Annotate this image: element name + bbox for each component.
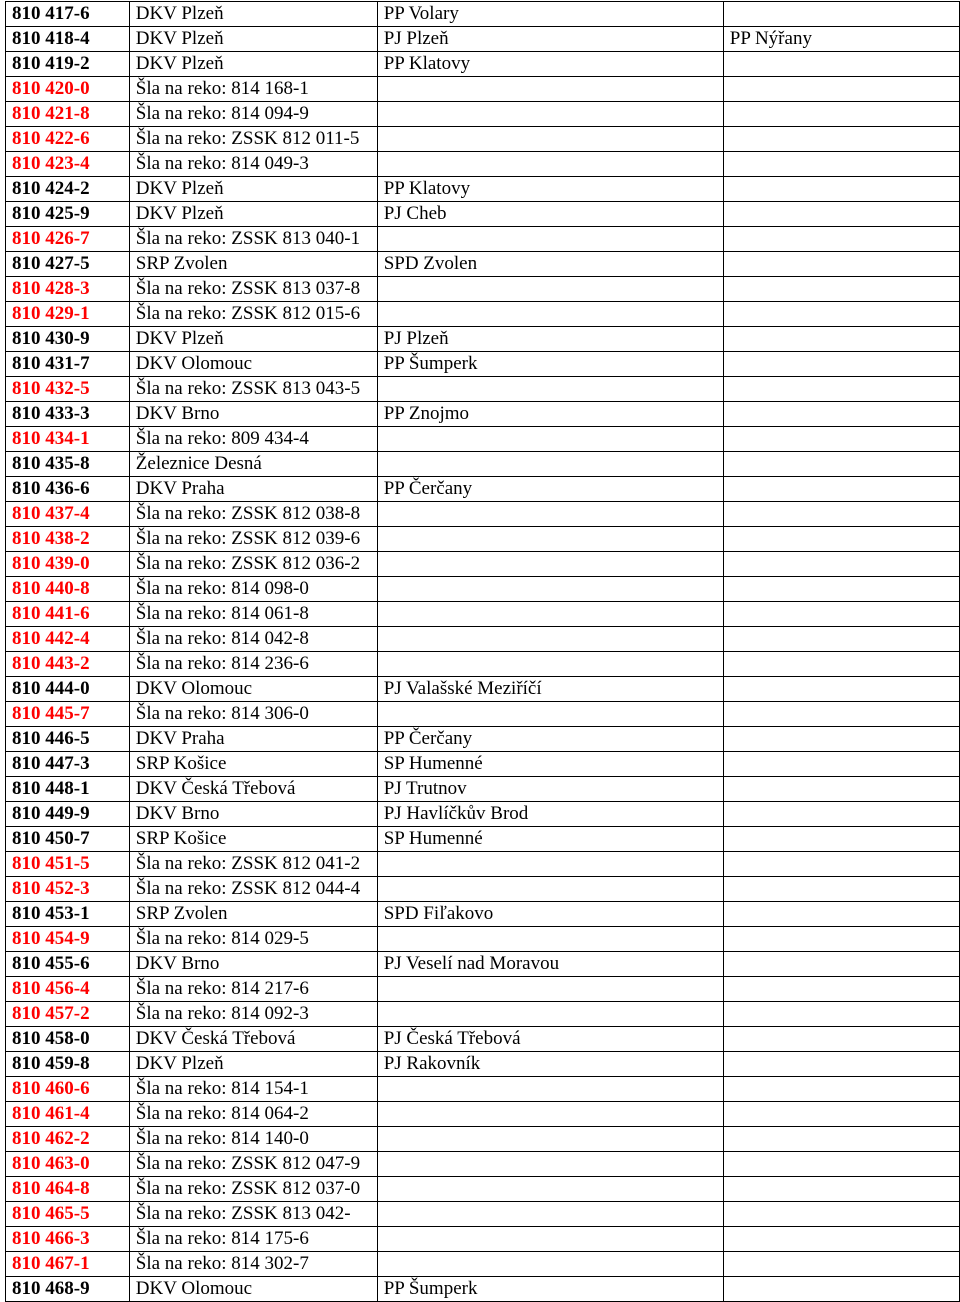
vehicle-number-cell: 810 435-8	[6, 452, 130, 477]
extra-unit-cell	[723, 1002, 959, 1027]
table-row	[6, 102, 960, 127]
extra-unit-cell: PP Nýřany	[723, 27, 959, 52]
unit-cell	[377, 502, 723, 527]
table-row	[6, 327, 960, 352]
extra-unit-cell	[723, 177, 959, 202]
extra-unit-cell	[723, 252, 959, 277]
extra-unit-cell	[723, 1177, 959, 1202]
extra-unit-cell	[723, 727, 959, 752]
vehicle-number-cell: 810 458-0	[6, 1027, 130, 1052]
unit-cell	[377, 1252, 723, 1277]
depot-cell: Šla na reko: 809 434-4	[129, 427, 377, 452]
extra-unit-cell	[723, 1077, 959, 1102]
extra-unit-cell	[723, 752, 959, 777]
vehicle-table-body	[6, 2, 960, 1302]
vehicle-number-cell: 810 436-6	[6, 477, 130, 502]
vehicle-number-cell: 810 448-1	[6, 777, 130, 802]
table-row	[6, 752, 960, 777]
vehicle-number-cell: 810 438-2	[6, 527, 130, 552]
unit-cell: PP Volary	[377, 2, 723, 27]
unit-cell	[377, 302, 723, 327]
unit-cell	[377, 277, 723, 302]
depot-cell: Šla na reko: ZSSK 812 015-6	[129, 302, 377, 327]
extra-unit-cell	[723, 577, 959, 602]
vehicle-number-cell: 810 444-0	[6, 677, 130, 702]
vehicle-table	[5, 1, 960, 1302]
depot-cell: Šla na reko: 814 302-7	[129, 1252, 377, 1277]
depot-cell: DKV Česká Třebová	[129, 777, 377, 802]
unit-cell	[377, 1177, 723, 1202]
vehicle-number-cell: 810 439-0	[6, 552, 130, 577]
unit-cell	[377, 102, 723, 127]
vehicle-number-cell: 810 434-1	[6, 427, 130, 452]
extra-unit-cell	[723, 952, 959, 977]
table-row	[6, 1202, 960, 1227]
extra-unit-cell	[723, 277, 959, 302]
vehicle-number-cell: 810 443-2	[6, 652, 130, 677]
depot-cell: DKV Praha	[129, 477, 377, 502]
extra-unit-cell	[723, 377, 959, 402]
depot-cell: Šla na reko: 814 154-1	[129, 1077, 377, 1102]
unit-cell	[377, 77, 723, 102]
vehicle-number-cell: 810 425-9	[6, 202, 130, 227]
extra-unit-cell	[723, 1227, 959, 1252]
vehicle-number-cell: 810 467-1	[6, 1252, 130, 1277]
depot-cell: Šla na reko: 814 175-6	[129, 1227, 377, 1252]
table-row	[6, 877, 960, 902]
extra-unit-cell	[723, 827, 959, 852]
extra-unit-cell	[723, 552, 959, 577]
table-row	[6, 1277, 960, 1302]
depot-cell: DKV Praha	[129, 727, 377, 752]
table-row	[6, 402, 960, 427]
depot-cell: Železnice Desná	[129, 452, 377, 477]
depot-cell: Šla na reko: 814 042-8	[129, 627, 377, 652]
unit-cell	[377, 877, 723, 902]
extra-unit-cell	[723, 52, 959, 77]
unit-cell: PP Klatovy	[377, 177, 723, 202]
extra-unit-cell	[723, 1152, 959, 1177]
vehicle-number-cell: 810 426-7	[6, 227, 130, 252]
extra-unit-cell	[723, 77, 959, 102]
depot-cell: Šla na reko: 814 236-6	[129, 652, 377, 677]
unit-cell	[377, 427, 723, 452]
vehicle-number-cell: 810 446-5	[6, 727, 130, 752]
unit-cell	[377, 1077, 723, 1102]
unit-cell	[377, 577, 723, 602]
depot-cell: DKV Olomouc	[129, 1277, 377, 1302]
depot-cell: Šla na reko: ZSSK 813 040-1	[129, 227, 377, 252]
unit-cell: SP Humenné	[377, 827, 723, 852]
extra-unit-cell	[723, 302, 959, 327]
table-row	[6, 927, 960, 952]
depot-cell: DKV Plzeň	[129, 202, 377, 227]
vehicle-number-cell: 810 455-6	[6, 952, 130, 977]
vehicle-number-cell: 810 447-3	[6, 752, 130, 777]
unit-cell	[377, 977, 723, 1002]
unit-cell	[377, 227, 723, 252]
table-row	[6, 527, 960, 552]
unit-cell	[377, 552, 723, 577]
table-row	[6, 177, 960, 202]
unit-cell: PJ Cheb	[377, 202, 723, 227]
table-row	[6, 1227, 960, 1252]
unit-cell: SPD Fiľakovo	[377, 902, 723, 927]
table-row	[6, 902, 960, 927]
table-row	[6, 252, 960, 277]
depot-cell: Šla na reko: ZSSK 812 037-0	[129, 1177, 377, 1202]
table-row	[6, 977, 960, 1002]
table-row	[6, 652, 960, 677]
unit-cell: PJ Valašské Meziříčí	[377, 677, 723, 702]
vehicle-number-cell: 810 464-8	[6, 1177, 130, 1202]
vehicle-number-cell: 810 427-5	[6, 252, 130, 277]
vehicle-number-cell: 810 417-6	[6, 2, 130, 27]
extra-unit-cell	[723, 477, 959, 502]
depot-cell: Šla na reko: 814 061-8	[129, 602, 377, 627]
table-row	[6, 352, 960, 377]
vehicle-number-cell: 810 468-9	[6, 1277, 130, 1302]
unit-cell	[377, 377, 723, 402]
extra-unit-cell	[723, 1127, 959, 1152]
unit-cell	[377, 1102, 723, 1127]
unit-cell: PJ Veselí nad Moravou	[377, 952, 723, 977]
depot-cell: Šla na reko: 814 029-5	[129, 927, 377, 952]
table-row	[6, 1177, 960, 1202]
extra-unit-cell	[723, 802, 959, 827]
vehicle-number-cell: 810 421-8	[6, 102, 130, 127]
extra-unit-cell	[723, 1102, 959, 1127]
vehicle-number-cell: 810 431-7	[6, 352, 130, 377]
extra-unit-cell	[723, 652, 959, 677]
unit-cell	[377, 527, 723, 552]
table-row	[6, 502, 960, 527]
table-row	[6, 477, 960, 502]
unit-cell	[377, 127, 723, 152]
vehicle-number-cell: 810 442-4	[6, 627, 130, 652]
unit-cell: PP Čerčany	[377, 727, 723, 752]
vehicle-number-cell: 810 454-9	[6, 927, 130, 952]
table-row	[6, 2, 960, 27]
table-row	[6, 727, 960, 752]
unit-cell: PP Čerčany	[377, 477, 723, 502]
depot-cell: DKV Plzeň	[129, 1052, 377, 1077]
table-row	[6, 852, 960, 877]
extra-unit-cell	[723, 927, 959, 952]
table-row	[6, 127, 960, 152]
table-row	[6, 52, 960, 77]
unit-cell	[377, 1227, 723, 1252]
extra-unit-cell	[723, 352, 959, 377]
extra-unit-cell	[723, 152, 959, 177]
depot-cell: Šla na reko: 814 092-3	[129, 1002, 377, 1027]
extra-unit-cell	[723, 902, 959, 927]
vehicle-number-cell: 810 430-9	[6, 327, 130, 352]
vehicle-number-cell: 810 450-7	[6, 827, 130, 852]
depot-cell: DKV Brno	[129, 952, 377, 977]
vehicle-number-cell: 810 429-1	[6, 302, 130, 327]
depot-cell: Šla na reko: 814 098-0	[129, 577, 377, 602]
unit-cell	[377, 852, 723, 877]
vehicle-number-cell: 810 432-5	[6, 377, 130, 402]
vehicle-number-cell: 810 423-4	[6, 152, 130, 177]
extra-unit-cell	[723, 852, 959, 877]
extra-unit-cell	[723, 427, 959, 452]
depot-cell: Šla na reko: ZSSK 812 039-6	[129, 527, 377, 552]
vehicle-number-cell: 810 445-7	[6, 702, 130, 727]
table-row	[6, 952, 960, 977]
extra-unit-cell	[723, 877, 959, 902]
unit-cell	[377, 1202, 723, 1227]
extra-unit-cell	[723, 327, 959, 352]
unit-cell	[377, 452, 723, 477]
depot-cell: DKV Olomouc	[129, 677, 377, 702]
table-row	[6, 627, 960, 652]
depot-cell: SRP Zvolen	[129, 902, 377, 927]
table-row	[6, 152, 960, 177]
depot-cell: Šla na reko: 814 064-2	[129, 1102, 377, 1127]
depot-cell: Šla na reko: ZSSK 812 038-8	[129, 502, 377, 527]
vehicle-number-cell: 810 453-1	[6, 902, 130, 927]
depot-cell: DKV Plzeň	[129, 327, 377, 352]
extra-unit-cell	[723, 1252, 959, 1277]
depot-cell: Šla na reko: ZSSK 813 037-8	[129, 277, 377, 302]
extra-unit-cell	[723, 677, 959, 702]
table-row	[6, 802, 960, 827]
table-row	[6, 27, 960, 52]
depot-cell: Šla na reko: 814 049-3	[129, 152, 377, 177]
depot-cell: Šla na reko: ZSSK 812 041-2	[129, 852, 377, 877]
depot-cell: SRP Zvolen	[129, 252, 377, 277]
table-row	[6, 577, 960, 602]
extra-unit-cell	[723, 977, 959, 1002]
vehicle-number-cell: 810 420-0	[6, 77, 130, 102]
extra-unit-cell	[723, 1027, 959, 1052]
vehicle-number-cell: 810 456-4	[6, 977, 130, 1002]
depot-cell: DKV Brno	[129, 402, 377, 427]
table-row	[6, 1152, 960, 1177]
vehicle-number-cell: 810 422-6	[6, 127, 130, 152]
vehicle-number-cell: 810 457-2	[6, 1002, 130, 1027]
depot-cell: DKV Plzeň	[129, 2, 377, 27]
vehicle-number-cell: 810 460-6	[6, 1077, 130, 1102]
vehicle-number-cell: 810 461-4	[6, 1102, 130, 1127]
vehicle-number-cell: 810 441-6	[6, 602, 130, 627]
depot-cell: Šla na reko: 814 140-0	[129, 1127, 377, 1152]
depot-cell: SRP Košice	[129, 827, 377, 852]
unit-cell: PP Šumperk	[377, 352, 723, 377]
table-row	[6, 827, 960, 852]
vehicle-number-cell: 810 466-3	[6, 1227, 130, 1252]
extra-unit-cell	[723, 402, 959, 427]
depot-cell: DKV Brno	[129, 802, 377, 827]
extra-unit-cell	[723, 702, 959, 727]
table-row	[6, 202, 960, 227]
extra-unit-cell	[723, 627, 959, 652]
vehicle-number-cell: 810 465-5	[6, 1202, 130, 1227]
vehicle-number-cell: 810 440-8	[6, 577, 130, 602]
unit-cell: PJ Trutnov	[377, 777, 723, 802]
depot-cell: Šla na reko: ZSSK 812 044-4	[129, 877, 377, 902]
vehicle-number-cell: 810 459-8	[6, 1052, 130, 1077]
depot-cell: DKV Plzeň	[129, 177, 377, 202]
table-row	[6, 1002, 960, 1027]
depot-cell: DKV Plzeň	[129, 52, 377, 77]
table-row	[6, 602, 960, 627]
depot-cell: Šla na reko: ZSSK 813 043-5	[129, 377, 377, 402]
unit-cell: SPD Zvolen	[377, 252, 723, 277]
vehicle-number-cell: 810 437-4	[6, 502, 130, 527]
depot-cell: Šla na reko: 814 168-1	[129, 77, 377, 102]
unit-cell	[377, 927, 723, 952]
unit-cell: PJ Rakovník	[377, 1052, 723, 1077]
depot-cell: Šla na reko: 814 217-6	[129, 977, 377, 1002]
extra-unit-cell	[723, 127, 959, 152]
table-row	[6, 1252, 960, 1277]
table-row	[6, 1077, 960, 1102]
extra-unit-cell	[723, 1277, 959, 1302]
unit-cell: PJ Plzeň	[377, 327, 723, 352]
unit-cell	[377, 1127, 723, 1152]
depot-cell: SRP Košice	[129, 752, 377, 777]
extra-unit-cell	[723, 602, 959, 627]
table-row	[6, 1027, 960, 1052]
vehicle-number-cell: 810 462-2	[6, 1127, 130, 1152]
unit-cell: PP Šumperk	[377, 1277, 723, 1302]
unit-cell	[377, 702, 723, 727]
vehicle-number-cell: 810 463-0	[6, 1152, 130, 1177]
depot-cell: Šla na reko: ZSSK 812 047-9	[129, 1152, 377, 1177]
table-row	[6, 427, 960, 452]
unit-cell	[377, 1002, 723, 1027]
extra-unit-cell	[723, 1052, 959, 1077]
depot-cell: Šla na reko: ZSSK 813 042-	[129, 1202, 377, 1227]
unit-cell	[377, 1152, 723, 1177]
unit-cell: SP Humenné	[377, 752, 723, 777]
extra-unit-cell	[723, 502, 959, 527]
unit-cell: PJ Česká Třebová	[377, 1027, 723, 1052]
vehicle-number-cell: 810 451-5	[6, 852, 130, 877]
unit-cell: PP Klatovy	[377, 52, 723, 77]
unit-cell	[377, 602, 723, 627]
vehicle-number-cell: 810 433-3	[6, 402, 130, 427]
depot-cell: Šla na reko: 814 094-9	[129, 102, 377, 127]
vehicle-number-cell: 810 418-4	[6, 27, 130, 52]
table-row	[6, 377, 960, 402]
extra-unit-cell	[723, 202, 959, 227]
extra-unit-cell	[723, 227, 959, 252]
extra-unit-cell	[723, 2, 959, 27]
unit-cell: PJ Plzeň	[377, 27, 723, 52]
unit-cell	[377, 152, 723, 177]
table-row	[6, 1102, 960, 1127]
vehicle-number-cell: 810 449-9	[6, 802, 130, 827]
depot-cell: Šla na reko: 814 306-0	[129, 702, 377, 727]
table-row	[6, 702, 960, 727]
table-row	[6, 227, 960, 252]
depot-cell: DKV Česká Třebová	[129, 1027, 377, 1052]
depot-cell: Šla na reko: ZSSK 812 011-5	[129, 127, 377, 152]
extra-unit-cell	[723, 102, 959, 127]
table-row	[6, 77, 960, 102]
table-row	[6, 1052, 960, 1077]
vehicle-number-cell: 810 424-2	[6, 177, 130, 202]
unit-cell	[377, 627, 723, 652]
unit-cell: PJ Havlíčkův Brod	[377, 802, 723, 827]
vehicle-number-cell: 810 452-3	[6, 877, 130, 902]
extra-unit-cell	[723, 1202, 959, 1227]
vehicle-number-cell: 810 428-3	[6, 277, 130, 302]
extra-unit-cell	[723, 527, 959, 552]
table-row	[6, 677, 960, 702]
table-row	[6, 1127, 960, 1152]
extra-unit-cell	[723, 452, 959, 477]
unit-cell: PP Znojmo	[377, 402, 723, 427]
depot-cell: Šla na reko: ZSSK 812 036-2	[129, 552, 377, 577]
table-row	[6, 552, 960, 577]
extra-unit-cell	[723, 777, 959, 802]
depot-cell: DKV Plzeň	[129, 27, 377, 52]
table-row	[6, 277, 960, 302]
depot-cell: DKV Olomouc	[129, 352, 377, 377]
unit-cell	[377, 652, 723, 677]
vehicle-number-cell: 810 419-2	[6, 52, 130, 77]
table-row	[6, 452, 960, 477]
table-row	[6, 302, 960, 327]
table-row	[6, 777, 960, 802]
